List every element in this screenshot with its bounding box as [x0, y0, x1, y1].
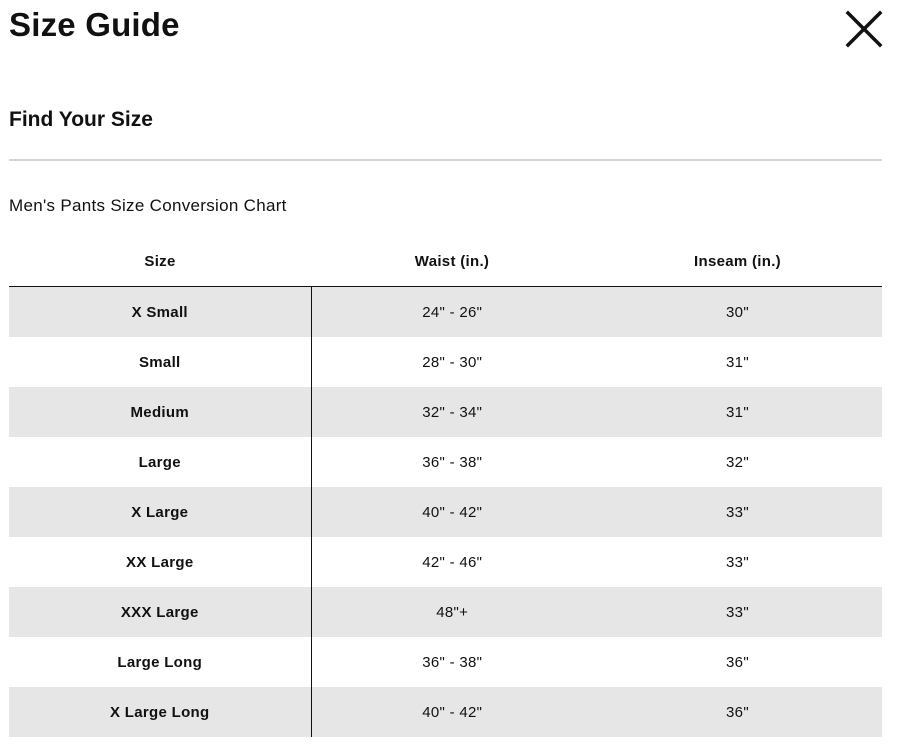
cell-inseam: 31" — [593, 387, 882, 437]
table-row — [9, 437, 882, 487]
cell-waist: 36" - 38" — [422, 453, 483, 471]
cell-size: X Large Long — [9, 687, 311, 737]
table-row — [9, 637, 882, 687]
cell-inseam: 31" — [726, 353, 749, 371]
table-row — [9, 337, 882, 387]
cell-size: X Large — [9, 487, 311, 537]
cell-size: Small — [9, 337, 311, 387]
section-heading: Find Your Size — [9, 108, 153, 131]
header-size: Size — [9, 237, 311, 287]
table-row — [9, 487, 882, 537]
size-conversion-table — [9, 237, 882, 737]
header-inseam: Inseam (in.) — [593, 237, 882, 287]
cell-waist: 40" - 42" — [311, 687, 593, 737]
cell-inseam: 32" — [726, 453, 749, 471]
cell-inseam: 33" — [726, 553, 749, 571]
cell-waist: 24" - 26" — [311, 287, 593, 338]
cell-waist: 42" - 46" — [422, 553, 483, 571]
cell-size: Large Long — [9, 637, 311, 687]
table-row — [9, 537, 882, 587]
cell-size: X Small — [9, 287, 311, 338]
cell-size: XX Large — [9, 537, 311, 587]
cell-waist: 28" - 30" — [422, 353, 483, 371]
cell-inseam: 33" — [593, 587, 882, 637]
modal-title: Size Guide — [9, 6, 180, 43]
table-row — [9, 287, 882, 338]
table-row — [9, 387, 882, 437]
cell-waist: 48"+ — [311, 587, 593, 637]
section-divider — [9, 159, 882, 161]
close-icon[interactable] — [842, 7, 886, 51]
cell-waist: 40" - 42" — [311, 487, 593, 537]
cell-waist: 32" - 34" — [311, 387, 593, 437]
table-header-row — [9, 237, 882, 287]
cell-size: XXX Large — [9, 587, 311, 637]
cell-inseam: 36" — [726, 653, 749, 671]
table-row — [9, 687, 882, 737]
cell-inseam: 33" — [593, 487, 882, 537]
chart-caption: Men's Pants Size Conversion Chart — [9, 196, 287, 215]
header-waist: Waist (in.) — [311, 237, 593, 287]
table-row — [9, 587, 882, 637]
cell-size: Medium — [9, 387, 311, 437]
cell-waist: 36" - 38" — [422, 653, 483, 671]
cell-size: Large — [9, 437, 311, 487]
cell-inseam: 30" — [593, 287, 882, 338]
cell-inseam: 36" — [593, 687, 882, 737]
